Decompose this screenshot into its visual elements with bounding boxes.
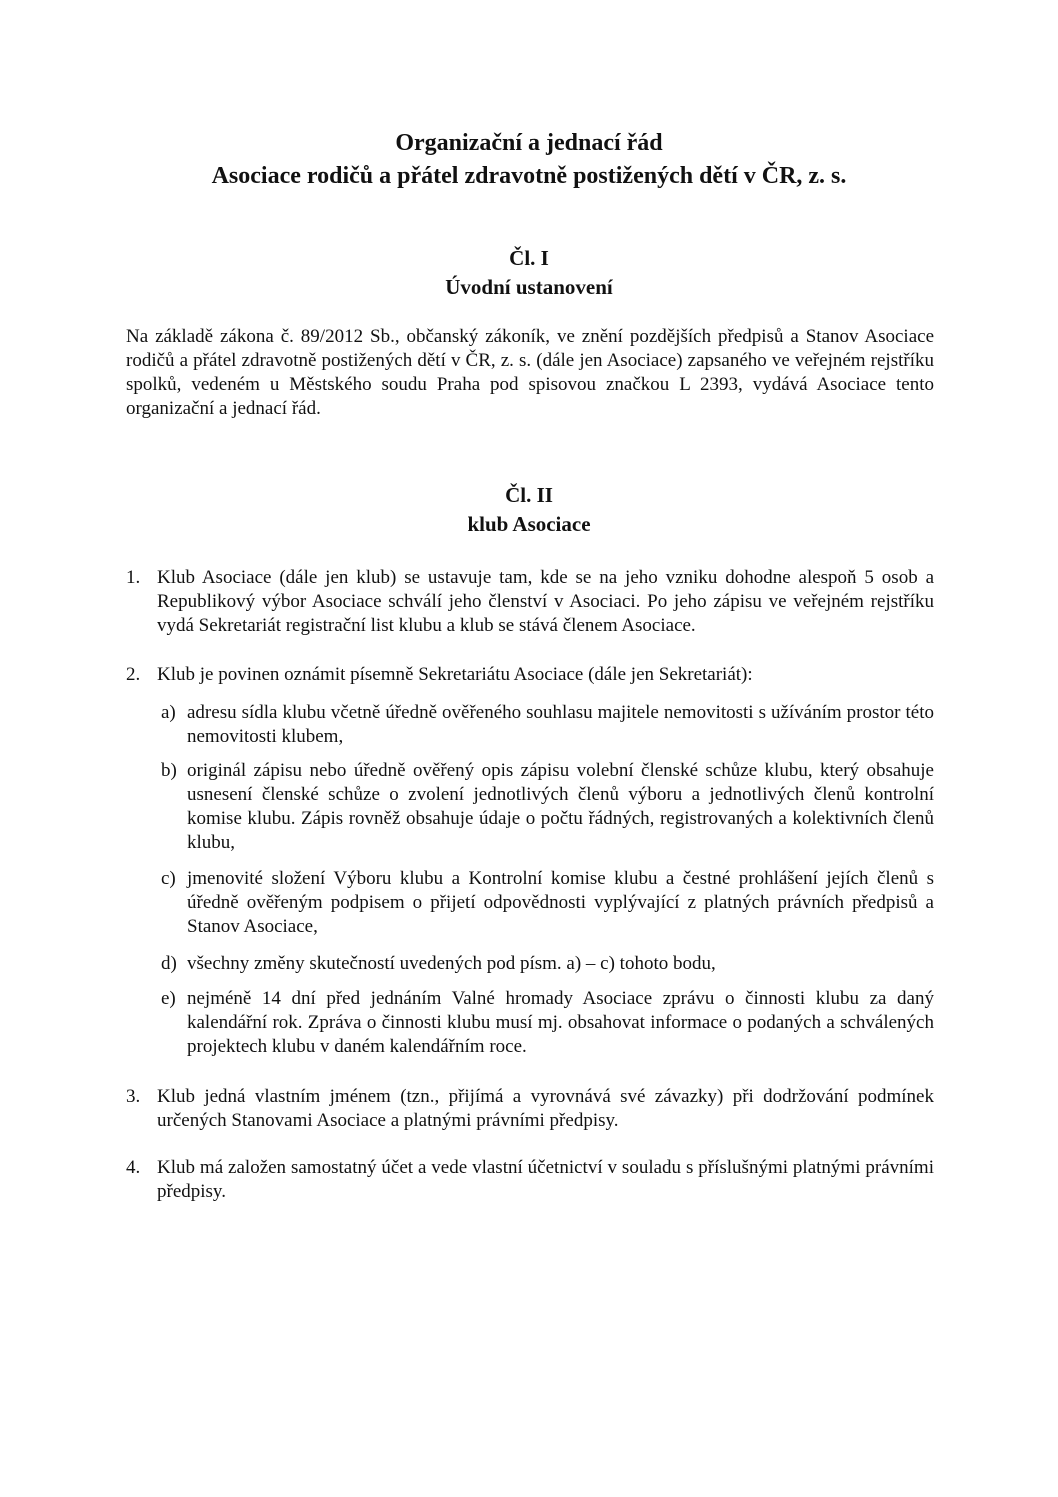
document-title-line-2: Asociace rodičů a přátel zdravotně postižených dětí v ČR, z. s. (211, 163, 847, 189)
list-item-1 (126, 566, 934, 638)
list-item-number: 4. (126, 1157, 141, 1178)
list-item-text: Klub je povinen oznámit písemně Sekretariátu Asociace (dále jen Sekretariát): (157, 664, 753, 685)
article-1-paragraph: Na základě zákona č. 89/2012 Sb., občanský zákoník, ve znění pozdějších předpisů a Stanov Asociace rodičů a přátel zdravotně postižených dětí v ČR, z. s. (dále jen Asociace) zapsaného ve veřejném rejstříku spolků, vedeném u Městského soudu Praha pod spisovou značkou L 2393, vydává Asociace tento organizační a jednací řád. (126, 326, 934, 419)
article-2-heading: klub Asociace (467, 512, 591, 536)
sub-item-text: nejméně 14 dní před jednáním Valné hromady Asociace zprávu o činnosti klubu za daný kalendářní rok. Zpráva o činnosti klubu musí mj. obsahovat informace o podaných a schválených projektech klubu v daném kalendářním roce. (187, 988, 934, 1057)
list-item-number: 1. (126, 567, 141, 588)
article-2-number: Čl. II (505, 483, 553, 507)
list-item-number: 2. (126, 664, 141, 685)
sub-item-e (161, 987, 934, 1059)
list-item-4 (126, 1156, 934, 1204)
list-item-2 (126, 663, 934, 687)
sub-item-letter: e) (161, 988, 176, 1009)
article-1-heading: Úvodní ustanovení (445, 275, 613, 299)
sub-item-c (161, 867, 934, 939)
list-item-text: Klub jedná vlastním jménem (tzn., přijímá a vyrovnává své závazky) při dodržování podmínek určených Stanovami Asociace a platnými právními předpisy. (157, 1086, 934, 1131)
list-item-3 (126, 1085, 934, 1133)
sub-item-d (161, 952, 934, 976)
list-item-text: Klub má založen samostatný účet a vede vlastní účetnictví v souladu s příslušnými platnými právními předpisy. (157, 1157, 934, 1202)
list-item-number: 3. (126, 1086, 141, 1107)
sub-item-text: originál zápisu nebo úředně ověřený opis zápisu volební členské schůze klubu, který obsahuje usnesení členské schůze o zvolení jednotlivých členů výboru a jednotlivých členů kontrolní komise klubu. Zápis rovněž obsahuje údaje o počtu řádných, registrovaných a kolektivních členů klubu, (187, 760, 934, 853)
sub-item-letter: a) (161, 702, 176, 723)
sub-item-b (161, 759, 934, 855)
sub-item-letter: d) (161, 953, 177, 974)
document-title-line-1: Organizační a jednací řád (395, 130, 663, 156)
list-item-text: Klub Asociace (dále jen klub) se ustavuje tam, kde se na jeho vzniku dohodne alespoň 5 osob a Republikový výbor Asociace schválí jeho členství v Asociaci. Po jeho zápisu ve veřejném rejstříku vydá Sekretariát registrační list klubu a klub se stává členem Asociace. (157, 567, 934, 636)
sub-item-text: adresu sídla klubu včetně úředně ověřeného souhlasu majitele nemovitosti s užíváním prostor této nemovitosti klubem, (187, 702, 934, 747)
article-1-number: Čl. I (509, 246, 549, 270)
sub-item-a (161, 701, 934, 749)
sub-item-letter: b) (161, 760, 177, 781)
sub-item-text: všechny změny skutečností uvedených pod písm. a) – c) tohoto bodu, (187, 953, 716, 974)
sub-item-letter: c) (161, 868, 176, 889)
sub-item-text: jmenovité složení Výboru klubu a Kontrolní komise klubu a čestné prohlášení jejích členů s úředně ověřeným podpisem o přijetí odpovědnosti vyplývající z platných právních předpisů a Stanov Asociace, (187, 868, 934, 937)
